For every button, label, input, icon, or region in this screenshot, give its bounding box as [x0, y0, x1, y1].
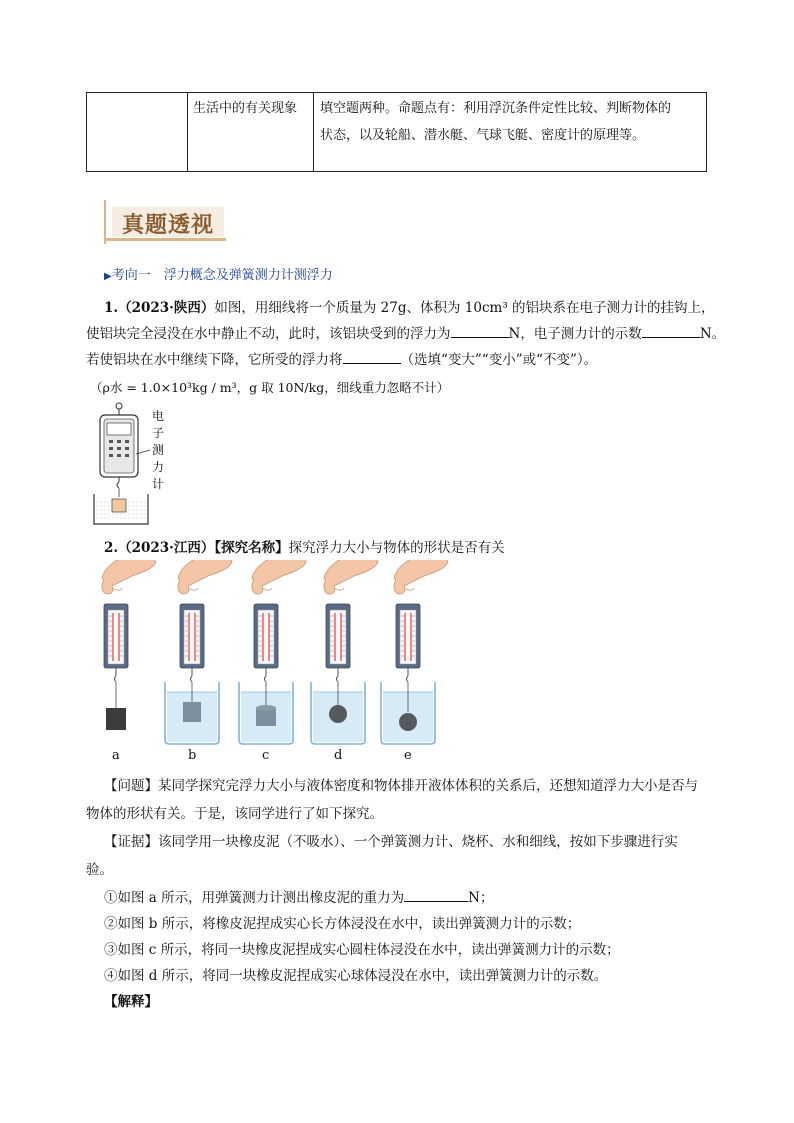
q2-problem-2: 物体的形状有关。于是，该同学进行了如下探究。 — [86, 806, 383, 822]
answer-blank[interactable] — [343, 349, 401, 364]
figure-label-e: e — [404, 748, 412, 763]
spring-scale-experiment-figure — [88, 560, 468, 766]
table-cell-topic — [187, 93, 314, 171]
answer-blank[interactable] — [404, 887, 468, 902]
info-table — [86, 92, 707, 172]
meter-label-char: 子 — [152, 426, 165, 440]
q2-step-4: ④如图 d 所示，将同一块橡皮泥捏成实心球体浸没在水中，读出弹簧测力计的示数。 — [104, 968, 608, 984]
triangle-marker-icon: ▶ — [104, 271, 112, 282]
q2-tag: 【探究名称】 — [214, 540, 289, 556]
meter-label-char: 力 — [152, 460, 165, 474]
q1-text-2c: N。 — [699, 326, 726, 342]
q2-source: （2023·江西） — [118, 540, 215, 556]
q1-text-3b: （选填“变大”“变小”或“不变”）。 — [400, 352, 598, 368]
answer-blank[interactable] — [642, 323, 700, 338]
figure-label-b: b — [188, 748, 197, 763]
q2-step-1-text: ①如图 a 所示，用弹簧测力计测出橡皮泥的重力为 — [104, 890, 405, 906]
q1-line-1 — [104, 296, 715, 316]
table-cell-text: 生活中的有关现象 — [193, 101, 298, 116]
q2-line-1 — [104, 536, 505, 556]
table-cell-empty — [87, 93, 188, 171]
figure-label-a: a — [112, 748, 120, 763]
q2-title: 探究浮力大小与物体的形状是否有关 — [288, 540, 505, 556]
q2-explain: 【解释】 — [104, 994, 158, 1010]
meter-label — [152, 408, 166, 493]
q2-step-1 — [104, 886, 493, 906]
section-title: 真题透视 — [122, 213, 215, 238]
q1-line-4: （ρ水 = 1.0×10³kg / m³，g 取 10N/kg，细线重力忽略不计） — [90, 380, 450, 395]
q1-text-2a: 使铝块完全浸没在水中静止不动，此时，该铝块受到的浮力为 — [86, 326, 451, 342]
meter-label-char: 电 — [152, 409, 165, 423]
table-desc-line-2: 状态，以及轮船、潜水艇、气球飞艇、密度计的原理等。 — [320, 128, 646, 143]
subsection-title: 考向一 浮力概念及弹簧测力计测浮力 — [111, 268, 333, 283]
subsection-heading — [104, 264, 333, 283]
table-desc-line-1: 填空题两种。命题点有：利用浮沉条件定性比较、判断物体的 — [320, 101, 672, 116]
q1-text-2b: N，电子测力计的示数 — [508, 326, 642, 342]
answer-blank[interactable] — [451, 323, 509, 338]
q1-source: （2023·陕西） — [118, 300, 215, 316]
q1-text-3a: 若使铝块在水中继续下降，它所受的浮力将 — [86, 352, 343, 368]
q1-line-3 — [86, 348, 597, 368]
figure-label-d: d — [334, 748, 343, 763]
q1-text-1: 如图，用细线将一个质量为 27g、体积为 10cm³ 的铝块系在电子测力计的挂钩上， — [214, 300, 715, 316]
q2-number: 2. — [104, 540, 119, 556]
q1-number: 1. — [104, 300, 119, 316]
q2-problem-1: 【问题】某同学探究完浮力大小与液体密度和物体排开液体体积的关系后，还想知道浮力大小是否与 — [104, 778, 698, 794]
q2-step-1-unit: N； — [468, 890, 494, 906]
meter-label-char: 测 — [152, 443, 165, 457]
q2-evidence-2: 验。 — [86, 862, 113, 878]
figure-label-c: c — [262, 748, 270, 763]
table-cell-description — [314, 93, 706, 171]
q2-evidence-1: 【证据】该同学用一块橡皮泥（不吸水）、一个弹簧测力计、烧杯、水和细线，按如下步骤进行实 — [104, 834, 678, 850]
q2-step-2: ②如图 b 所示，将橡皮泥捏成实心长方体浸没在水中，读出弹簧测力计的示数； — [104, 916, 581, 932]
meter-label-char: 计 — [152, 477, 165, 491]
q1-line-2 — [86, 322, 725, 342]
q2-step-3: ③如图 c 所示，将同一块橡皮泥捏成实心圆柱体浸没在水中，读出弹簧测力计的示数； — [104, 942, 620, 958]
